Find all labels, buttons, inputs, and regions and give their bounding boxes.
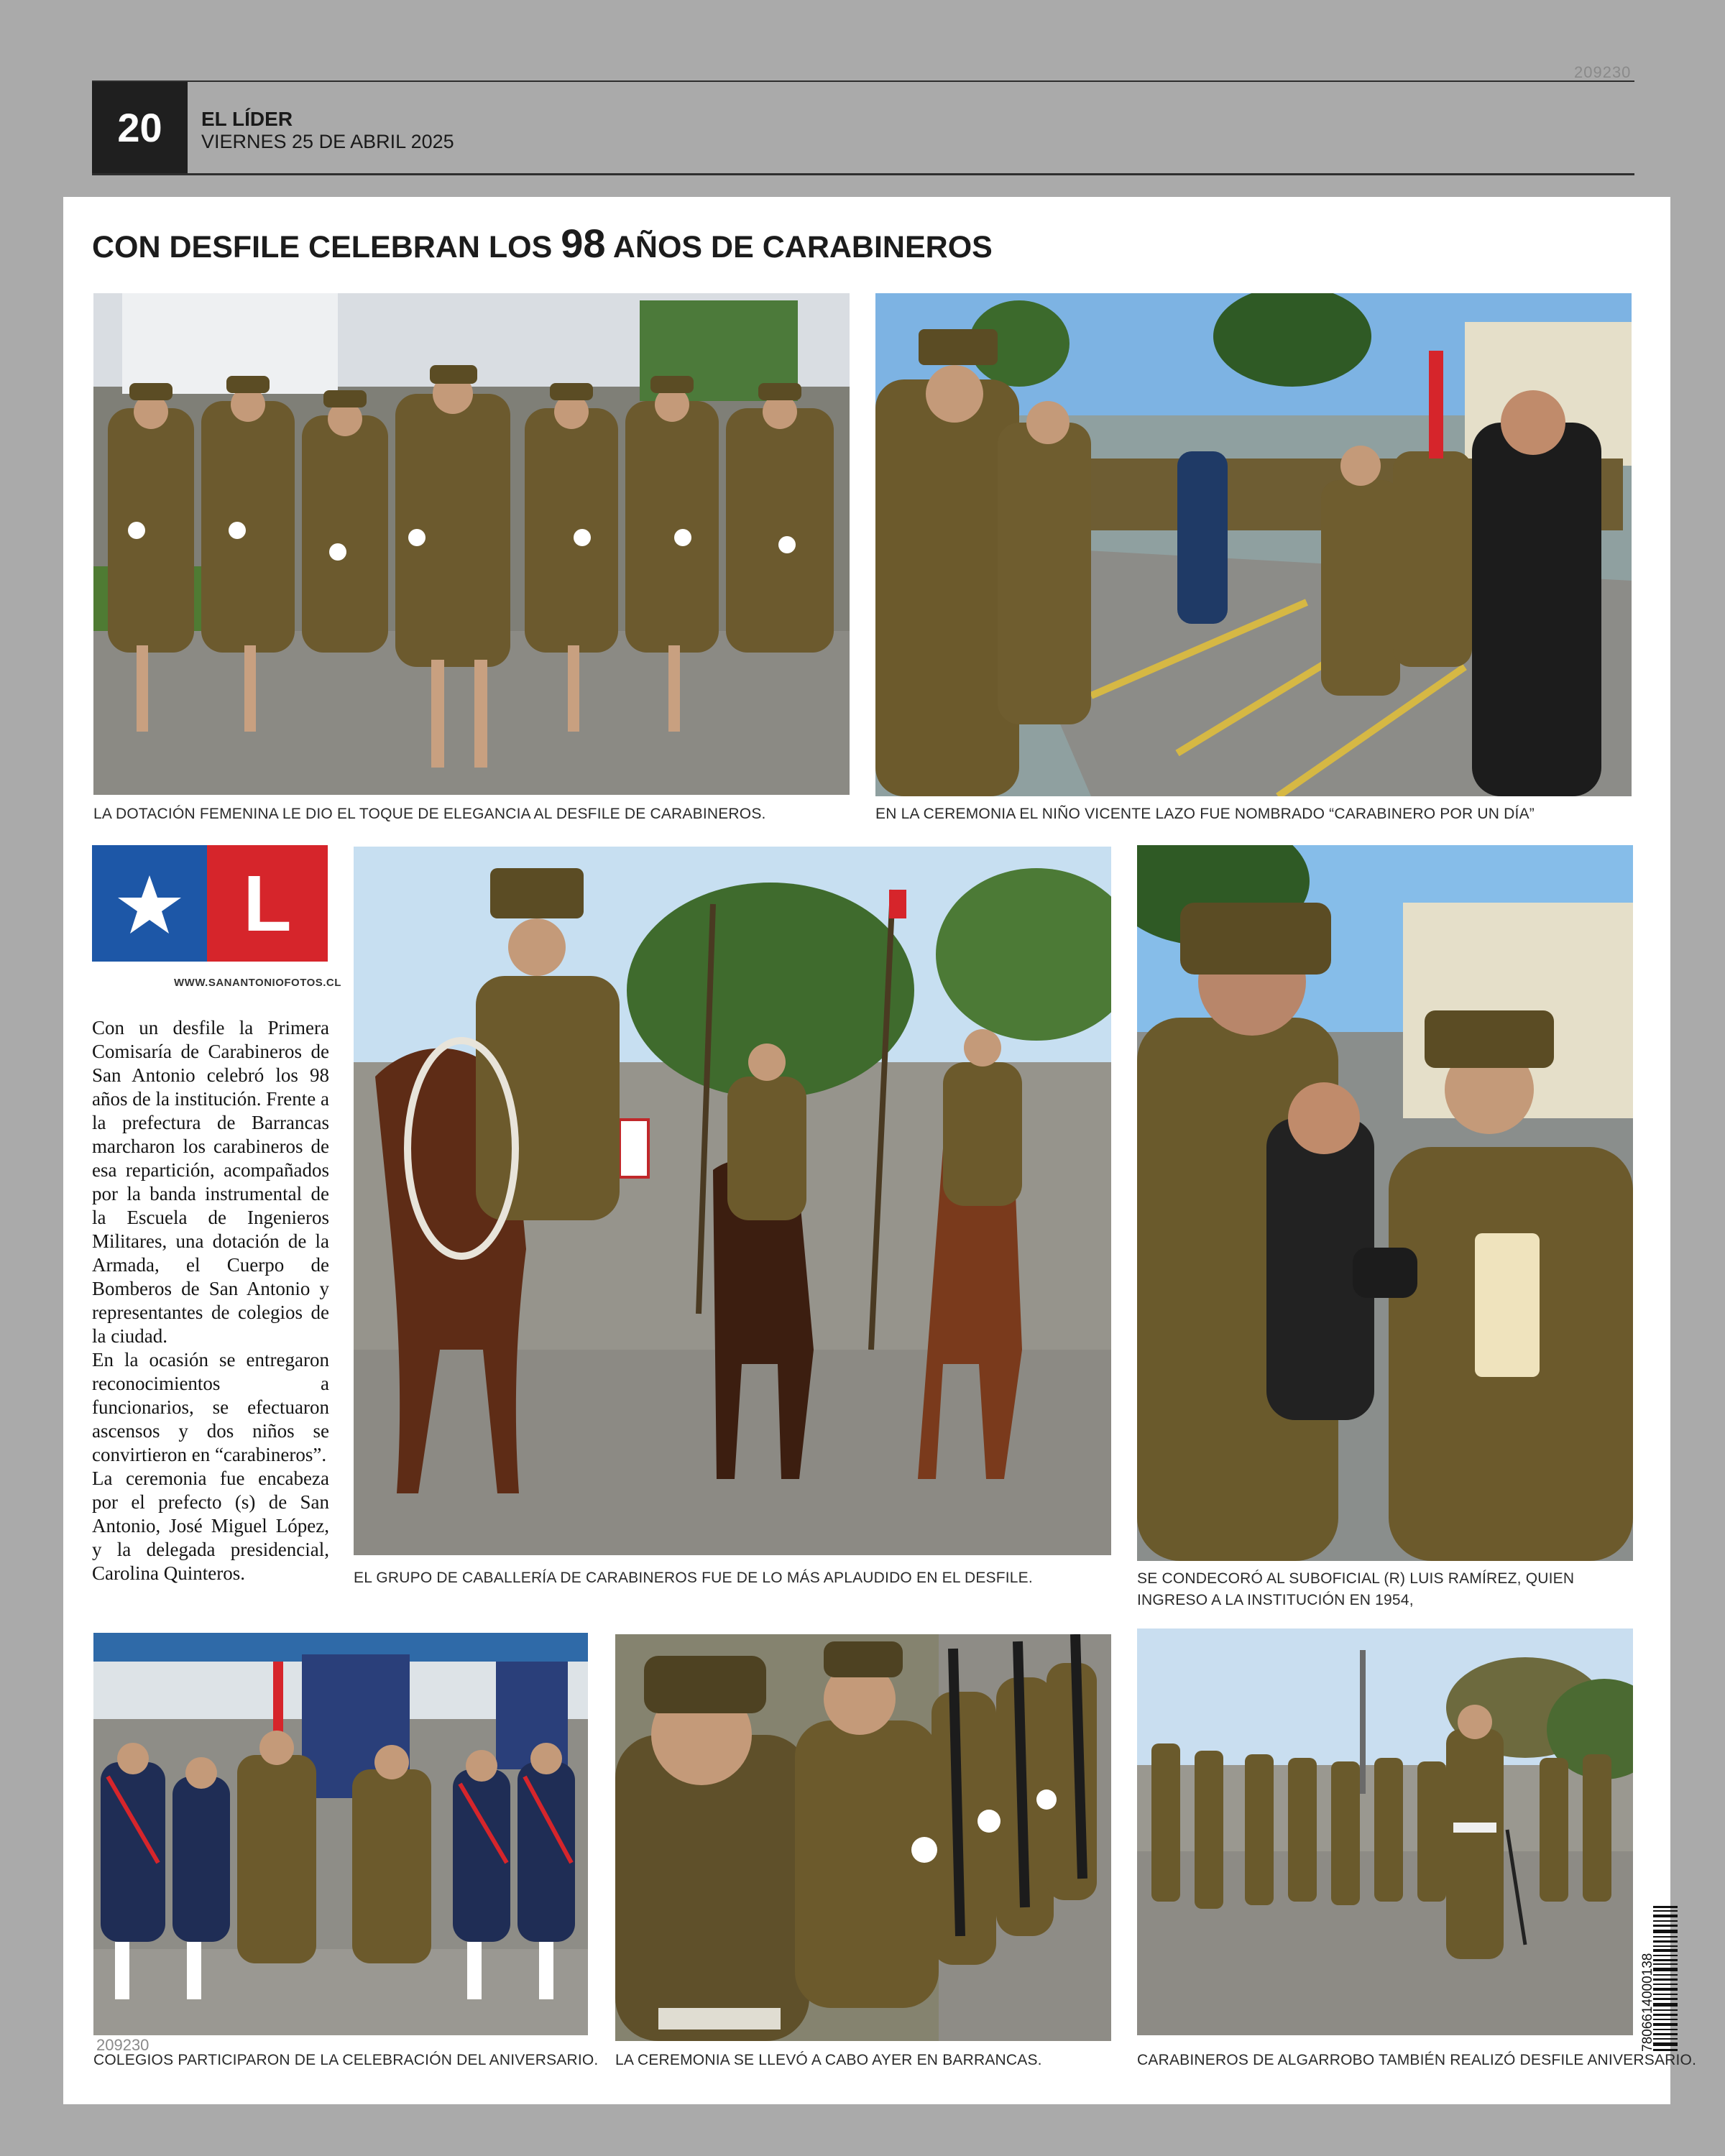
caption-photo-4: SE CONDECORÓ AL SUBOFICIAL (R) LUIS RAMÍREZ, QUIEN INGRESO A LA INSTITUCIÓN EN 1954, <box>1137 1570 1575 1608</box>
page-code: 209230 <box>1574 63 1632 81</box>
caption-photo-6: LA CEREMONIA SE LLEVÓ A CABO AYER EN BARRANCAS. <box>615 2052 1042 2068</box>
caption-photo-7: CARABINEROS DE ALGARROBO TAMBIÉN REALIZÓ DESFILE ANIVERSARIO. <box>1137 2052 1697 2068</box>
svg-text:7806614000138: 7806614000138 <box>1640 1953 1655 2052</box>
article-paragraph: La ceremonia fue encabeza por el prefecto (s) de San Antonio, José Miguel López, y la delegada presidencial, Carolina Quinteros. <box>92 1468 329 1584</box>
article-paragraph: Con un desfile la Primera Comisaría de Carabineros de San Antonio celebró los 98 años de la institución. Frente a la prefectura de Barrancas marcharon los carabineros de esa repartición, acompañados por la banda instrumental de la Escuela de Ingenieros Militares, una dotación de la Armada, el Cuerpo de Bomberos de San Antonio y representantes de colegios de la ciudad. <box>92 1017 329 1347</box>
photo-watermark: 209230 <box>96 2036 150 2054</box>
photo-cavalry <box>354 847 1111 1555</box>
barcode-number <box>1632 1912 1660 2055</box>
newspaper-name: EL LÍDER <box>201 108 293 130</box>
header-bottom-rule <box>92 173 1634 175</box>
photo-ceremony-boy <box>875 293 1632 796</box>
photo-algarrobo <box>1137 1628 1633 2035</box>
headline: CON DESFILE CELEBRAN LOS 98 AÑOS DE CARABINEROS <box>92 221 993 266</box>
caption-photo-1: LA DOTACIÓN FEMENINA LE DIO EL TOQUE DE ELEGANCIA AL DESFILE DE CARABINEROS. <box>93 806 766 822</box>
article-body <box>92 1016 329 1585</box>
caption-photo-3: EL GRUPO DE CABALLERÍA DE CARABINEROS FUE DE LO MÁS APLAUDIDO EN EL DESFILE. <box>354 1570 1033 1586</box>
photo-decoration <box>1137 845 1633 1561</box>
caption-photo-2: EN LA CEREMONIA EL NIÑO VICENTE LAZO FUE NOMBRADO “CARABINERO POR UN DÍA” <box>875 806 1535 822</box>
page-number: 20 <box>92 82 188 173</box>
photo-schools <box>93 1633 588 2035</box>
issue-date: VIERNES 25 DE ABRIL 2025 <box>201 131 454 152</box>
logo-letter-panel: L <box>207 845 328 962</box>
photo-formation <box>615 1634 1111 2041</box>
logo-star-panel <box>92 845 207 962</box>
caption-photo-5: COLEGIOS PARTICIPARON DE LA CELEBRACIÓN DEL ANIVERSARIO. <box>93 2052 599 2068</box>
header-top-rule <box>92 80 1634 82</box>
article-paragraph: En la ocasión se entregaron reconocimientos a funcionarios, se efectuaron ascensos y dos niños se convirtieron en “carabineros”. <box>92 1349 329 1465</box>
photo-female-squad <box>93 293 850 795</box>
star-icon <box>92 845 207 962</box>
logo-website: WWW.SANANTONIOFOTOS.CL <box>174 977 341 989</box>
